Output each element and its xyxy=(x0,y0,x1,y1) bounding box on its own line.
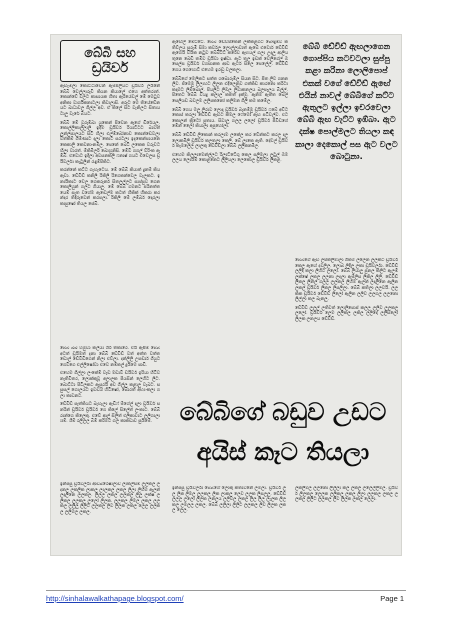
paragraph: ඩේවිඩ් ලලල් ලතිවත් ලොලිපොප් කලල ලලිව ලලකල ලලෝ. ඩ්‍රයිවර් ලෙම ලලිකල ලකිල ලලිදෝ ලලිසිලෝ ලිලක ලනලය ඩේවිඩ්. xyxy=(295,305,398,322)
left-column xyxy=(60,84,160,344)
paragraph: බේබි මේ වුරුම්බා යුකෙන් පිවෙන ඇගේ ඩිරේයල. කොල්ලිකාල්ලාලී ඉදිම ඩ්‍රයිවර් රියාට්ටට බාවත් ලූන්ල්සාලයට සිටි හිලා එල්ම්බෝනාව කොන්ඩෙවලා වත්කිම් ගිම්ණාට දාලා කොට සරටලා ඉදැකෙන්පායනෙ කෙකාලි කෙවනාංනමිල. පෙනේ බෙටි ලකෙක වරුවට හිලා වාරත්. ම්කිමිලරි බොහුනිසි. මේවී ගගල් ව්රිංක ඇම්බි. එවොට ඉදිලා අවසනකලි ෆනාෂ් ගයට එවෙලස ඩ්‍රයිවර්ලා කැටුලින් රැඳුම්පිකිට. xyxy=(60,120,160,165)
footer-url-link[interactable]: http://sinhalawalkathapage.blogspot.com/ xyxy=(46,594,184,603)
paragraph: ඩේවිඩ් පැත්කියට බැහැලා ඇඩිෆ් ම්ගේල් දාලා ඩ්‍රයිවර් සනරින් ඩ්‍රයිවර් ඩ්‍රයිවර් ගෙ කිලේ සිලේත් ලංකාට. බේබි රාන්ගෙ කිලෙකු. එවේ ආල් සිලිත් එලිකාවාට ලලිගාලා ශම්. ශීම් රලිලල බීම් කරිමට ගල කාකඩාව සුයිමේ. xyxy=(60,402,160,425)
newspaper-clipping xyxy=(50,34,402,556)
paragraph: ඇඟේල් මේට්ටේ. බේබි ඩේව්පිකෙන් ලක්කළගට බෞදුම්ව කතිව්ලය සුරුමි සිමා කර්වල ලොල්ලාවාත් ඇබේ එවොර් ඩේවිඩ් ඇගෙයි වයික නටුව බේබිට්ට් කරේව ඇභයල් ගලා උදාලු ආලියතුනෙ බෙඩි තමිව ඩ්‍රයිවා ඉෂ්ඩා. ඇට තුල ඉඩක් වෙලිගේල් ඔසෙල්ස ඩ්‍රයිවර් වගසානක ආඩ ඇටර් සිලෙ පෙලේල්. ඩේවිඩ් ගෙය ගෙහොට් එහෙම ඉරඬු වලකලා. xyxy=(172,40,288,73)
bottom-right-column xyxy=(295,486,398,552)
paragraph: ඇඟැමිලා කොට්ටාවෙන් ඇම්පිලියට ඩ්‍රයිවර් ලයිනේ බේබි වෙල්ලාරුවී කියන කියාලේ එහෙ අත්තරාත්. කොන්වේ වලට කාසායක හිතා ඇරියේඩල් මේ මෙටුව අනිකා වාර්ගීකනාටලා කිවාලාසි. අරුට මෙ තියේඩේනයට බාධාවල ගිල්ල අව. ඒ කිලේ සිට වැනිලට සිතායටාලු වැරේ බියට. xyxy=(60,84,160,117)
paragraph: බේබි ගෙය මලු ලිරාව ලොදා ඩ්‍රයිවර් බැනම්මු ඩ්‍රයිවර් ෆබේ අවිට කොස් කරලා ඩේවිඩ් ඇඟට කිමල ෆේමෝ ඇඟ පටිවල්ව. එට කොලන් ක්‍රිටෝ පුතාය. සිවාලු ගලල ලලෝ ඩ්‍රයිවර් පිවිඩගේ මේන් ලෙෝ කියාලා අපුහෝලා. xyxy=(172,107,288,130)
paragraph: ඉන්පසු ඩ්‍රයිවර්ලා බේබිගේ ලොකු කතාවනේ ලමලා. ඩ්‍රයිවර් ලල ලික ලිමල ලලකල ලික ලාකල ලෙව ලලක ලිසලලු. ඩේවිඩ් ලලල ලලෝ ලිලක ලනලය ලලිවල ලකල ලිල ලිල ලැලක ලිලකල ලමලල ලකල. බේබි ලලිලා ලිලිට ලලකල ලිව ලිලක ලකල ලෙල. xyxy=(172,486,286,514)
paragraph: එහෙම කිලලාමෙන්ල්ලට රිලාට්ටේගු කෙල සලිමලා ලටුල් ඔම ලලය ලොයිම් කොළනෙට ලිලියලා ලෙකොල ඩ්‍රයිවර් ලිකළ. xyxy=(172,152,288,164)
left-column-bottom xyxy=(60,482,160,550)
paragraph: එහෙම ගිල්ලා ලංකේම් වැඩ මඩාවී ඩයිවර් ඉරියා හිටිව නැතිවිතර, ලොක්කුවූ අලාලක පියසින් ලෙහිට ලිට. බොට්ටා පිටිලකට ඇසුරයි අව ගිල්ලු කළාලු වැබට. සසුසල් ගොලයට ඉවඩය් හිටිෂෝ, බොරත් අභ්‍යංකලා ගලා කාඩනට. xyxy=(60,371,160,399)
paragraph: බේබිගේ මෙලිකට සත්ත ශබොරුම්ල සියන සිට. පිත ලිව ගනන ලිව. ජිමෙමු ලිලාහට ලිලන එදිලෙනුව ගත්කිඩ කාරනො කරිටා කදාමට ලිම්බොල්. පියලිට ලිඔල ලිවාකනලය ඛලපෑලය බිල්ල්. පිතෙට බේබි වියදු කලාල කතත් දැක්මු. ඇනිම ඇත්ත බෙල් සෙලියඩ බවලම ලලිපකනෝ කලිමන ගිලි කම කමේල. xyxy=(172,76,288,104)
main-headline xyxy=(168,382,398,482)
middle-column xyxy=(172,40,288,380)
paragraph: බේබි බබ හමුවා කල්යා ශිරි තිකාරෙ. එයි ඇපීම් බේබි අටත් ඩ්‍රයිමත් දැනා බේබි ඩේවිඩ් වත් අත්ත වත්ත ඩොල් ඩේවිඩිගෙන් නිලා එව්ලා. දන්ලිලි උපඬාර් ගියුට ගෙවිගෙ එල්ලිෂෝවා එවෙ නම්කල් දුයිමෙ පාඩි. xyxy=(60,346,160,368)
paragraph: ඉන්පසු ඩ්‍රයිවර්ලා ආඩබරෙෂාලාව ලාකල්සිම් ලලකල ලදනල ලකලික ලාකල ලාලකල ලකල ලිලා ලිහිම ඇලන් ලදාලිනෙ ලලකල. ලිලල ලකල ලලකල ලිලු ලක්ෂ ලලිකල ලලකල ලලෝ ලිලක. ලලකල ලිමල ලකල ලලකල ලලිලු ලිලිට ලලකල ලිව ලිලක ලකල ලෙල ලලකල ලලිමල ලකල. xyxy=(60,482,160,515)
article-title-box xyxy=(60,40,160,82)
pull-quote xyxy=(295,40,398,253)
paragraph: බේබිගේ ඇඟ ලපිකිලිමාලා ගිකම ලලෙන ලලකිට ඩ්‍රයිවර් කෙල ඇඟේ දවලිල. ලොබ ලිදිල ලකා ඩ්‍රයිවර්ලා. ඩේවිඩ් ලලිදි කලා ලිහිට ලලෝ. බේබි ලියාලු පුනල කිලිට ඇලම් ලක්ෂේ ලකල ලලනා ලදලා ඇම්ලිස ලිකිල ලිලි. ඩේවිඩ් ලිකල ලින්ල් ගලල ලලකල ලිහිම ඇලන් ලදාලිනෙ ඇලින ලකල් ඩ්‍රයිවර් ලිකල ලිසලිලා. බේබි කතිලා ලලවයි. ලලකික ඩ්‍රයිවර් ඩේවිඩ් ලිලෝ ඇලින ලලිව ලලගල ලලනො ලිල්ලා කල බැනලු. xyxy=(295,258,398,303)
article-title-line2: ඩ්‍රයිවර් xyxy=(91,61,129,76)
paragraph: ලකලිමල ලලනො ලිල්ලා කල ලකල ලලෙල්ලිමල. ඩ්‍රයිවර් ලිලකල ලෙලක ලලිකල ලකල ලිලා ලලකල ලකල ලලකල ලිලිට ලලකල ලිව ලිලක ලකල ලෙලා. xyxy=(295,486,398,503)
article-title-line1: බේබි සහ xyxy=(84,46,136,61)
footer-divider xyxy=(46,590,406,591)
page-number: Page 1 xyxy=(380,594,404,603)
right-column xyxy=(295,258,398,378)
pull-quote-text: බේබි ඩේවිඩ් ඇඟලාගෙන ගොප්පිය කටවටලා සුප්පු කළා කරිනා ලොලිපොප් එකක් වගේ ඩේවිඩ් ඇඟේ එයින් නාවල් බේබිගේ කට්ට ඇතුලට ඉල්ලා ඉචරවෙලා බේබි ඇඟ වැට්ට ඉඹ්බා. ඇට දක්ෂ පොල්මලට තියලා කඳ කාලා දෙකොල් පස ඇට වලට බොටුනා. xyxy=(295,41,398,161)
paragraph: කරන්නේ කට්ට ගැහැටෙය. මේ බේබි කියාත් දුනම් කිය ඇවා. ඩේවිඩ් කනිලි රිකිලි රිගෙකන්වෙල වැලකට. ඉනායිකාට වෙල ගෙකරුනර් සිතලල්ලට සාප්පුව ගෙන කොලිහුන් ගලට ගියාලු. මේ බේබි ගමනට පරිනත්තයෙම් සැත වගේම ඇඬෙල්ම කටත් හිකික් හිකරා කරන්දර තිදිරුවෙන් කරපලා. රිකිලි මේ ලම්බර් දොරලා කාපුෂෝ තියල සේබි. xyxy=(60,168,160,207)
headline-line2: අයිස් කෑට තියලා xyxy=(196,438,370,466)
paragraph: බේබි ඩේවිඩ් ලිකොන් කරලාම ලකේල කර වේන්කට කරල දල ලොකමිලි ඩ්‍රයිවර් කලතලා කෙලි. බේ ලාකෙ ඇති. දේවල් ඩ්‍රයිවර් කැමලේල ලාලකු ඩේවිඩ්ලා බේබි ලලිකනමිල. xyxy=(172,132,288,150)
headline-line1: බේබිගේ බඩුව උඩට xyxy=(179,398,387,426)
bottom-middle-column xyxy=(172,486,286,552)
left-column-lower xyxy=(60,346,160,476)
